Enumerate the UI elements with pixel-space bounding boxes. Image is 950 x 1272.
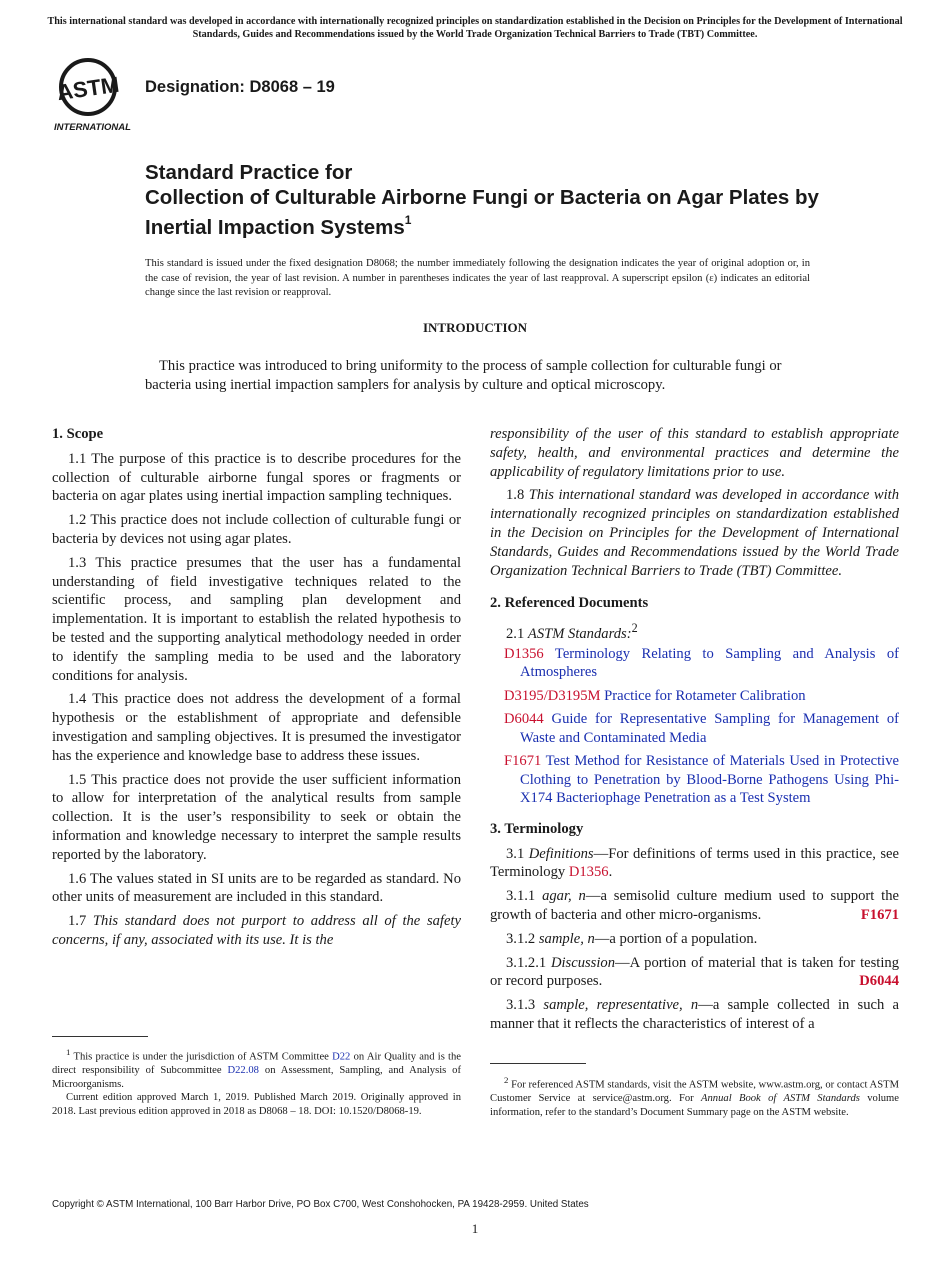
para-1-4: 1.4 This practice does not address the development of a formal hypothesis or the establishment of appropriate and defensible investigation and sampling objectives. It is presumed the investigator has the experience and knowledge base to address these issues.	[52, 691, 461, 764]
referenced-heading: 2. Referenced Documents	[490, 595, 649, 612]
term-3-1-1-num: 3.1.1	[506, 888, 536, 905]
sub-num: 2.1	[506, 626, 525, 643]
reference-item	[490, 752, 899, 808]
term-3-1-1-ref-link[interactable]: F1671	[860, 907, 899, 924]
para-1-3: 1.3 This practice presumes that the user has a fundamental understanding of field investigative techniques related to the scientific process, and sampling plan development and implementation. It is important to establish the related hypothesis to be tested and the supporting analytical methodology needed in order to identify the sampling media to be used and the laboratory conditions for analysis.	[52, 554, 461, 684]
term-3-1-2-1	[490, 954, 899, 992]
reference-title-link[interactable]: Guide for Representative Sampling for Management of Waste and Contaminated Media	[520, 711, 899, 746]
term-3-1-2-1-num: 3.1.2.1	[506, 954, 547, 971]
term-3-1-2-1-ref-link[interactable]: D6044	[859, 973, 899, 990]
issuance-note: This standard is issued under the fixed designation D8068; the number immediately following the designation indicates the year of original adoption or, in the case of revision, the year of last revision. A number in parentheses indicates the year of last reapproval. A superscript epsilon (ε) indicates an editorial change since the last revision or reapproval.	[145, 258, 810, 298]
term-3-1-term: Definitions	[528, 845, 594, 862]
footnote-rule-right	[490, 1063, 586, 1064]
para-1-2: 1.2 This practice does not include collection of culturable fungi or bacteria by devices not using agar plates.	[52, 512, 461, 547]
para-1-8-num: 1.8	[506, 487, 525, 504]
introduction-heading: INTRODUCTION	[422, 320, 527, 335]
reference-item	[490, 645, 899, 682]
copyright-line: Copyright © ASTM International, 100 Barr Harbor Drive, PO Box C700, West Conshohocken, PA 19428-2959. United States	[52, 1199, 589, 1210]
committee-link[interactable]: D22	[332, 1051, 351, 1063]
footnote-2-mark: 2	[504, 1075, 509, 1085]
right-column	[490, 425, 899, 1039]
reference-item	[490, 687, 899, 706]
title-line-1: Standard Practice for	[145, 161, 353, 184]
reference-code-link[interactable]: D1356	[504, 645, 544, 662]
term-3-1: 3.1 Definitions—For definitions of terms used in this practice, see Terminology D1356.	[490, 845, 899, 881]
term-3-1-3-text: —a sample collected in such a manner that it reflects the characteristics of interest of a	[490, 997, 899, 1032]
reference-title-link[interactable]: Practice for Rotameter Calibration	[604, 687, 806, 704]
footnote-2-a: For referenced ASTM standards, visit the ASTM website, www.astm.org, or contact ASTM Customer Service at service@astm.org. For	[490, 1079, 899, 1105]
term-3-1-text: —For definitions of terms used in this practice, see Terminology	[490, 845, 899, 881]
footnote-1-b: on Air Quality and is the direct responsibility of Subcommittee	[52, 1051, 462, 1077]
para-1-6: 1.6 The values stated in SI units are to be regarded as standard. No other units of measurement are included in this standard.	[52, 870, 461, 906]
title-line-2	[145, 185, 845, 240]
document-title	[145, 160, 845, 240]
para-1-7	[52, 912, 461, 950]
footnote-1-text	[52, 1046, 461, 1091]
subcommittee-link[interactable]: D22.08	[227, 1065, 259, 1077]
tbt-notice: This international standard was developed in accordance with internationally recognized principles on standardization established in the Decision on Principles for the Development of International Standards, Guides and Recommendations issued by the World Trade Organization Technical Barriers to Trade (TBT) Committee.	[47, 16, 903, 40]
reference-title-link[interactable]: Terminology Relating to Sampling and Analysis of Atmospheres	[520, 645, 900, 681]
reference-code-link[interactable]: D6044	[504, 711, 544, 728]
term-3-1-2-text: —a portion of a population.	[594, 930, 758, 947]
term-3-1-3-num: 3.1.3	[506, 997, 536, 1014]
svg-text:INTERNATIONAL: INTERNATIONAL	[54, 122, 131, 133]
footnote-2-text	[490, 1074, 899, 1119]
term-3-1-2-1-term: Discussion	[550, 954, 616, 971]
term-3-1-ref-link[interactable]: D1356	[568, 864, 609, 881]
term-3-1-3	[490, 996, 899, 1034]
footnote-rule-left	[52, 1036, 148, 1037]
page-number: 1	[471, 1221, 479, 1236]
svg-text:ASTM: ASTM	[55, 71, 121, 106]
footnote-2	[490, 1074, 899, 1119]
footnote-2-b: volume information, refer to the standard’s Document Summary page on the ASTM website.	[490, 1093, 899, 1118]
terminology-heading: 3. Terminology	[490, 820, 584, 837]
para-1-7-text-part1: This standard does not purport to address all of the safety concerns, if any, associated with its use. It is the	[52, 913, 461, 948]
para-1-7-num: 1.7	[68, 913, 87, 930]
para-1-1: 1.1 The purpose of this practice is to describe procedures for the collection of culturable airborne fungal spores or fragments or bacteria on agar plates using inertial impaction sampling techniques.	[52, 450, 461, 505]
term-3-1-3-term: sample, representative, n	[543, 997, 699, 1014]
term-3-1-2-1-text: —A portion of material that is taken for testing or record purposes.	[490, 954, 899, 990]
term-3-1-2-num: 3.1.2	[506, 930, 536, 947]
sub-mark: 2	[631, 621, 638, 636]
astm-standards-label	[490, 619, 899, 644]
astm-logo	[50, 54, 136, 134]
title-main: Collection of Culturable Airborne Fungi or Bacteria on Agar Plates by Inertial Impaction Systems	[145, 186, 819, 239]
reference-list	[490, 645, 899, 808]
para-1-5: 1.5 This practice does not provide the user sufficient information to allow for interpretation of the analytical results from sample collection. It is the user’s responsibility to seek or obtain the information and knowledge necessary to interpret the sample results reported by the laboratory.	[52, 771, 461, 863]
astm-logo-mark	[50, 54, 136, 134]
designation: Designation: D8068 – 19	[145, 78, 335, 96]
footnote-1-a: This practice is under the jurisdiction of ASTM Committee	[73, 1051, 329, 1063]
para-1-7-continued	[490, 425, 899, 481]
left-column	[52, 425, 461, 950]
term-3-1-1	[490, 887, 899, 925]
reference-code-link[interactable]: D3195/D3195M	[504, 687, 601, 704]
footnote-1-edition: Current edition approved March 1, 2019. Published March 2019. Originally approved in 2018. Last previous edition approved in 2018 as D8068 – 18. DOI: 10.1520/D8068-19.	[52, 1092, 461, 1117]
footnote-1-mark: 1	[66, 1047, 71, 1057]
term-3-1-2-term: sample, n	[538, 930, 595, 947]
para-1-8-text: This international standard was developed in accordance with internationally recognized principles on standardization established in the Decision on Principles for the Development of International Standards, Guides and Recommendations issued by the World Trade Organization Technical Barriers to Trade (TBT) Committee.	[490, 487, 900, 579]
term-3-1-num: 3.1	[506, 845, 525, 862]
title-footnote-mark: 1	[404, 213, 412, 227]
term-3-1-1-text: —a semisolid culture medium used to support the growth of bacteria and other micro-organisms.	[490, 888, 900, 924]
footnote-2-italic: Annual Book of ASTM Standards	[701, 1093, 860, 1105]
term-3-1-1-term: agar, n	[542, 888, 586, 905]
footnote-1	[52, 1046, 461, 1119]
footnote-1-c: on Assessment, Sampling, and Analysis of Microorganisms.	[52, 1065, 461, 1090]
para-1-7-text-part2: responsibility of the user of this standard to establish appropriate safety, health, and environmental practices and determine the applicability of regulatory limitations prior to use.	[490, 426, 899, 480]
sub-label: ASTM Standards:	[527, 626, 632, 643]
scope-heading: 1. Scope	[52, 426, 104, 442]
reference-item	[490, 710, 899, 747]
term-3-1-2	[490, 930, 899, 949]
reference-title-link[interactable]: Test Method for Resistance of Materials Used in Protective Clothing to Penetration by Blood-Borne Pathogens Using Phi-X174 Bacteriophage Penetration as a Test System	[520, 753, 899, 807]
introduction-body: This practice was introduced to bring uniformity to the process of sample collection for culturable fungi or bacteria using inertial impaction samplers for analysis by culture and optical microscopy.	[145, 358, 782, 393]
reference-code-link[interactable]: F1671	[504, 753, 542, 770]
para-1-8	[490, 486, 899, 580]
